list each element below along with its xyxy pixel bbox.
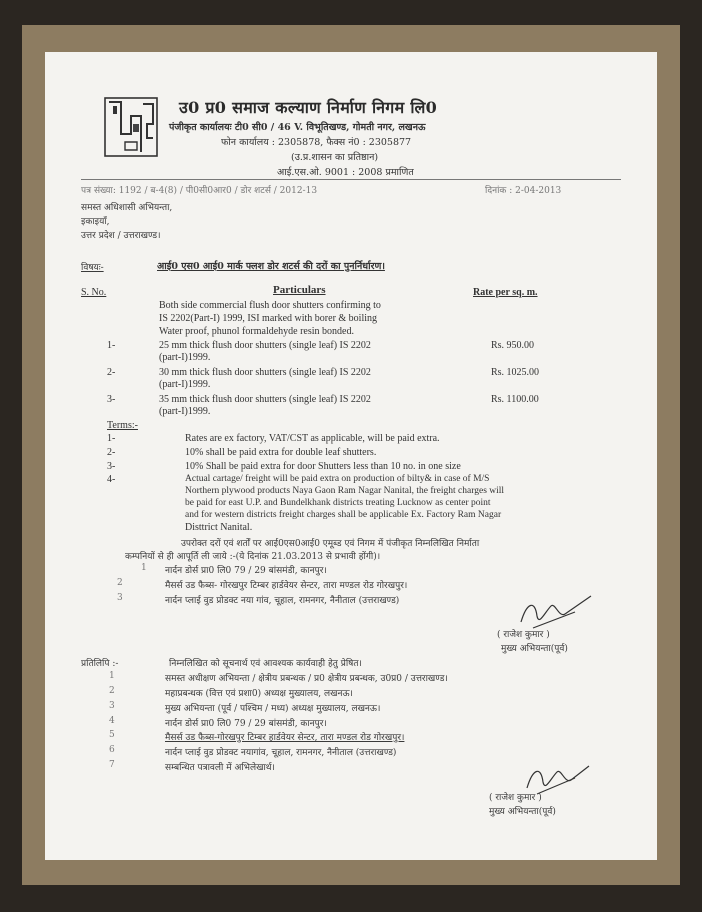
- copy-2-text: महाप्रबन्धक (वित्त एवं प्रशा0) अध्यक्ष मुख्यालय, लखनऊ।: [165, 689, 353, 699]
- signature-2-title: मुख्य अभियन्ता(पूर्व): [489, 807, 556, 817]
- signature-2-name: ( राजेश कुमार ): [489, 793, 542, 803]
- term-4-line-4: and for western districts freight charges shall be applicable Ex. Factory Ram Nagar: [185, 510, 502, 520]
- row-3-desc-2: (part-I)1999.: [159, 406, 211, 417]
- copy-2-no: 2: [109, 686, 115, 696]
- copy-4-no: 4: [109, 716, 115, 726]
- signature-1-mark: [515, 592, 595, 632]
- row-1-sno: 1-: [107, 340, 116, 351]
- row-3-rate: Rs. 1100.00: [491, 394, 539, 405]
- intro-line-2: IS 2202(Part-I) 1999, ISI marked with borer & boiling: [159, 313, 378, 324]
- firm-2-text: मैसर्स उड फैब्स- गोरखपुर टिम्बर हार्डवेयर सेन्टर, तारा मण्डल रोड गोरखपुर।: [165, 581, 408, 591]
- row-1-rate: Rs. 950.00: [491, 340, 535, 351]
- row-2-desc: 30 mm thick flush door shutters (single leaf) IS 2202: [159, 367, 371, 378]
- term-4-line-2: Northern plywood products Naya Gaon Ram Nagar Nanital, the freight charges will: [185, 486, 505, 496]
- copy-heading: निम्नलिखित को सूचनार्थ एवं आवश्यक कार्यवाही हेतु प्रेषित।: [169, 659, 362, 669]
- row-1-desc-2: (part-I)1999.: [159, 352, 211, 363]
- supply-para-2: कम्पनियों से ही आपूर्ति ली जाये :-(ये दिनांक 21.03.2013 से प्रभावी होंगी)।: [125, 552, 381, 562]
- term-1-text: Rates are ex factory, VAT/CST as applicable, will be paid extra.: [185, 433, 440, 444]
- row-2-desc-2: (part-I)1999.: [159, 379, 211, 390]
- copy-3-text: मुख्य अभियन्ता (पूर्व / पश्चिम / मध्य) अध्यक्ष मुख्यालय, लखनऊ।: [165, 704, 381, 714]
- phone-fax: फोन कार्यालय : 2305878, फैक्स नं0 : 2305877: [221, 137, 412, 148]
- copy-5-no: 5: [109, 730, 115, 740]
- row-3-sno: 3-: [107, 394, 116, 405]
- row-1-desc: 25 mm thick flush door shutters (single leaf) IS 2202: [159, 340, 371, 351]
- subject-text: आई0 एस0 आई0 मार्क फ्लश डोर शटर्स की दरों का पुनर्निर्धारण।: [157, 261, 385, 272]
- copy-6-text: नार्दन प्लाई वुड प्रोडक्ट नयागांव, चूहाल, रामनगर, नैनीताल (उत्तराखण्ड): [165, 748, 397, 758]
- letter-page: [45, 52, 657, 860]
- col-header-sno: S. No.: [81, 287, 107, 298]
- term-3-no: 3-: [107, 461, 116, 472]
- term-2-no: 2-: [107, 447, 116, 458]
- supply-para-1: उपरोक्त दरों एवं शर्तों पर आई0एस0आई0 एमूब्ड एवं निगम में पंजीकृत निम्नलिखित निर्माता: [181, 539, 480, 549]
- copy-7-text: सम्बन्धित पत्रावली में अभिलेखार्थ।: [165, 763, 275, 773]
- addressee-line-1: समस्त अधिशासी अभियन्ता,: [81, 203, 173, 213]
- term-3-text: 10% Shall be paid extra for door Shutters less than 10 no. in one size: [185, 461, 461, 472]
- signature-1-title: मुख्य अभियन्ता(पूर्व): [501, 644, 568, 654]
- col-header-rate: Rate per sq. m.: [473, 287, 538, 298]
- copy-3-no: 3: [109, 701, 115, 711]
- row-3-desc: 35 mm thick flush door shutters (single leaf) IS 2202: [159, 394, 371, 405]
- col-header-particulars: Particulars: [273, 284, 326, 296]
- subject-label: विषयः-: [81, 263, 104, 273]
- header-divider: [81, 179, 621, 180]
- copy-1-text: समस्त अधीक्षण अभियन्ता / क्षेत्रीय प्रबन्धक / प्र0 क्षेत्रीय प्रबन्धक, उ0प्र0 / उत्तराखण्ड।: [165, 674, 448, 684]
- row-2-sno: 2-: [107, 367, 116, 378]
- term-1-no: 1-: [107, 433, 116, 444]
- copy-4-text: नार्दन डोर्स प्रा0 लि0 79 / 29 बांसमंडी, कानपुर।: [165, 719, 327, 729]
- copy-6-no: 6: [109, 745, 115, 755]
- reference-number: पत्र संख्या: 1192 / ब-4(8) / पी0सी0आर0 / डोर शटर्स / 2012-13: [81, 186, 318, 196]
- term-4-line-1: Actual cartage/ freight will be paid extra on production of bilty& in case of M/S: [185, 474, 490, 484]
- addressee-line-3: उत्तर प्रदेश / उत्तराखण्ड।: [81, 231, 161, 241]
- copy-1-no: 1: [109, 671, 115, 681]
- govt-undertaking-note: (उ.प्र.शासन का प्रतिष्ठान): [291, 152, 379, 163]
- copy-label: प्रतिलिपि :-: [81, 659, 119, 669]
- corporation-logo-icon: [103, 94, 159, 158]
- firm-1-text: नार्दन डोर्स प्रा0 लि0 79 / 29 बांसमंडी, कानपुर।: [165, 566, 327, 576]
- row-2-rate: Rs. 1025.00: [491, 367, 540, 378]
- registered-office: पंजीकृत कार्यालयः टी0 सी0 / 46 V. विभूतिखण्ड, गोमती नगर, लखनऊ: [169, 122, 426, 133]
- firm-3-text: नार्दन प्लाई वुड प्रोडक्ट नया गांव, चूहाल, रामनगर, नैनीताल (उत्तराखण्ड): [165, 596, 400, 606]
- term-4-line-3: be paid for east U.P. and Bundelkhank districts treating Lucknow as center point: [185, 498, 491, 508]
- firm-2-no: 2: [117, 578, 123, 588]
- addressee-line-2: इकाइयाँ,: [81, 217, 110, 227]
- copy-5-text: मैसर्स उड फैब्स-गोरखपुर टिम्बर हार्डवेयर सेन्टर, तारा मण्डल रोड गोरखपुर।: [165, 733, 405, 743]
- intro-line-3: Water proof, phunol formaldehyde resin bonded.: [159, 326, 354, 337]
- term-4-line-5: Disttrict Nanital.: [185, 522, 253, 533]
- intro-line-1: Both side commercial flush door shutters confirming to: [159, 300, 381, 311]
- iso-certification: आई.एस.ओ. 9001 : 2008 प्रमाणित: [277, 167, 414, 178]
- firm-3-no: 3: [117, 593, 123, 603]
- firm-1-no: 1: [141, 563, 147, 573]
- term-4-no: 4-: [107, 474, 116, 485]
- terms-label: Terms:-: [107, 420, 138, 431]
- copy-7-no: 7: [109, 760, 115, 770]
- org-name: उ0 प्र0 समाज कल्याण निर्माण निगम लि0: [179, 98, 438, 117]
- signature-1-name: ( राजेश कुमार ): [497, 630, 550, 640]
- letter-date: दिनांक : 2-04-2013: [485, 186, 562, 196]
- term-2-text: 10% shall be paid extra for double leaf shutters.: [185, 447, 377, 458]
